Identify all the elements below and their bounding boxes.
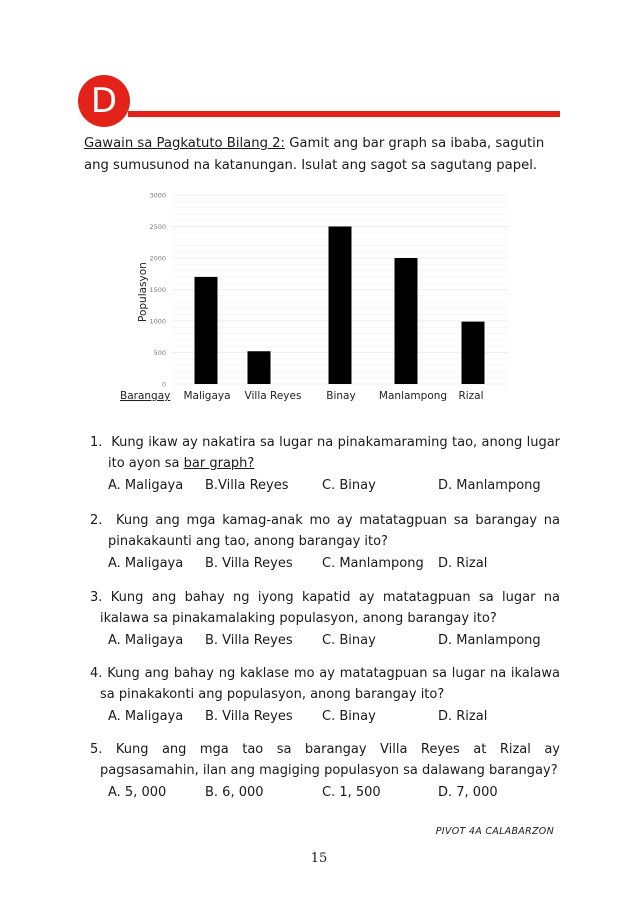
option-d[interactable]: D. Rizal <box>438 709 488 724</box>
y-tick-label: 2500 <box>149 223 166 231</box>
option-c[interactable]: C. Binay <box>322 478 376 493</box>
answer-options <box>90 782 560 803</box>
option-d[interactable]: D. 7, 000 <box>438 785 498 800</box>
option-b[interactable]: B. 6, 000 <box>205 785 264 800</box>
population-bar-chart <box>0 0 638 420</box>
section-badge: D <box>78 75 130 127</box>
option-c[interactable]: C. 1, 500 <box>322 785 381 800</box>
option-a[interactable]: A. Maligaya <box>108 556 184 571</box>
option-c[interactable]: C. Manlampong <box>322 556 424 571</box>
option-a[interactable]: A. Maligaya <box>108 709 184 724</box>
category-label: Rizal <box>458 390 484 402</box>
question-number: 2. <box>90 513 103 528</box>
x-axis-categories <box>183 390 483 402</box>
y-axis-label: Populasyon <box>137 262 149 322</box>
question-2 <box>90 510 560 574</box>
option-b[interactable]: B. Villa Reyes <box>205 709 293 724</box>
question-text: Kung ikaw ay nakatira sa lugar na pinakamaraming tao, anong lugar ito ayon sa <box>108 435 561 471</box>
activity-text: Gamit ang bar graph sa ibaba, sagutin ang sumusunod na katanungan. Isulat ang sagot sa sagutang papel. <box>84 136 545 173</box>
option-a[interactable]: A. Maligaya <box>108 478 184 493</box>
question-number: 4. <box>90 666 103 681</box>
option-c[interactable]: C. Binay <box>322 633 376 648</box>
option-b[interactable]: B.Villa Reyes <box>205 478 289 493</box>
y-tick-label: 3000 <box>149 191 166 200</box>
question-text: Kung ang mga kamag-anak mo ay matatagpuan sa barangay na pinakakaunti ang tao, anong barangay ito? <box>108 513 560 549</box>
option-d[interactable]: D. Manlampong <box>438 633 541 648</box>
option-c[interactable]: C. Binay <box>322 709 376 724</box>
bar-maligaya <box>195 277 218 384</box>
y-axis-ticks <box>149 192 166 389</box>
y-tick-label: 1500 <box>149 286 166 294</box>
y-tick-label: 1000 <box>149 317 166 326</box>
question-4 <box>90 663 560 727</box>
y-tick-label: 500 <box>153 349 166 357</box>
question-text: Kung ang mga tao sa barangay Villa Reyes at Rizal ay pagsasamahin, ilan ang magiging populasyon sa dalawang barangay? <box>100 742 560 778</box>
bar-manlampong <box>395 258 418 384</box>
bar-rizal <box>462 322 485 384</box>
category-label: Binay <box>326 390 356 402</box>
option-b[interactable]: B. Villa Reyes <box>205 633 293 648</box>
answer-options <box>90 630 560 651</box>
question-3 <box>90 587 560 651</box>
question-number: 5. <box>90 742 103 757</box>
option-b[interactable]: B. Villa Reyes <box>205 556 293 571</box>
question-5 <box>90 739 560 803</box>
category-label: Villa Reyes <box>244 390 302 402</box>
chart-bars <box>195 227 485 385</box>
question-number: 1. <box>90 435 103 450</box>
x-axis-label: Barangay <box>120 390 171 402</box>
option-a[interactable]: A. 5, 000 <box>108 785 167 800</box>
footer-text: PIVOT 4A CALABARZON <box>435 826 554 837</box>
answer-options <box>90 475 560 496</box>
y-tick-label: 2000 <box>149 254 166 263</box>
question-number: 3. <box>90 590 103 605</box>
y-tick-label: 0 <box>161 380 166 389</box>
question-text: Kung ang bahay ng iyong kapatid ay matatagpuan sa lugar na ikalawa sa pinakamalaking populasyon, anong barangay ito? <box>100 590 560 626</box>
option-a[interactable]: A. Maligaya <box>108 633 184 648</box>
page-number: 15 <box>310 851 328 866</box>
answer-options <box>90 706 560 727</box>
bar-binay <box>329 227 352 385</box>
category-label: Manlampong <box>378 390 448 402</box>
question-1 <box>90 432 560 496</box>
question-text: Kung ang bahay ng kaklase mo ay matatagpuan sa lugar na ikalawa sa pinakakonti ang populasyon, anong barangay ito? <box>100 666 560 702</box>
bar-villa-reyes <box>248 351 271 384</box>
answer-options <box>90 553 560 574</box>
option-d[interactable]: D. Rizal <box>438 556 488 571</box>
category-label: Maligaya <box>183 390 231 402</box>
activity-label: Gawain sa Pagkatuto Bilang 2: <box>84 136 285 151</box>
question-text-underlined: bar graph? <box>183 456 255 471</box>
option-d[interactable]: D. Manlampong <box>438 478 541 493</box>
